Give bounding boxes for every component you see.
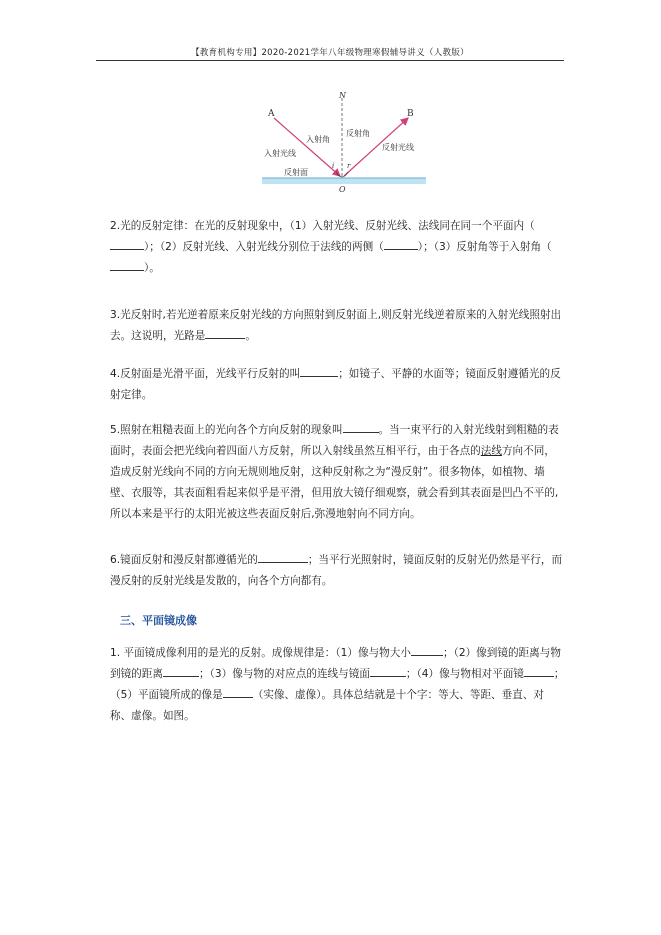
label-a: A <box>268 109 275 119</box>
paragraph-diffuse-reflection: 5.照射在粗糙表面上的光向各个方向反射的现象叫 。当一束平行的入射光线射到粗糙的表面时，表面会把光线向着四面八方反射，所以入射线虽然互相平行，由于各点的法线方向不同，造成反射光线向不同的方向无规则地反射，这种反射称之为“漫反射”。很多物体，如植物、墙壁、衣服等，其表面粗看起来似乎是平滑，但用放大镜仔细观察，就会看到其表面是凹凸不平的,所以本来是平行的太阳光被这些表面反射后,弥漫地射向不同方向。 <box>110 420 565 525</box>
blank-12 <box>223 685 253 698</box>
label-incident-ray: 入射光线 <box>264 149 296 158</box>
label-n: N <box>339 91 346 100</box>
label-o: O <box>339 185 346 194</box>
blank-1 <box>110 237 144 250</box>
paragraph-reflection-law: 2.光的反射定律：在光的反射现象中，（1）入射光线、反射光线、法线同在同一个平面内（）；（2）反射光线、入射光线分别位于法线的两侧（ ）；（3）反射角等于入射角（）。 <box>110 220 552 274</box>
paragraph-reflection-comparison: 6.镜面反射和漫反射都遵循光的 ；当平行光照射时，镜面反射的反射光仍然是平行，而漫反射的反射光线是发散的，向各个方向都有。 <box>110 550 565 592</box>
paragraph-reversible-path: 3.光反射时,若光逆着原来反射光线的方向照射到反射面上,则反射光线逆着原来的入射光线照射出去。这说明，光路是 。 <box>110 309 562 342</box>
blank-9 <box>163 664 199 677</box>
blank-10 <box>370 664 406 677</box>
page-header: 【教育机构专用】2020-2021学年八年级物理寒假辅导讲义（人教版） <box>191 48 469 58</box>
blank-4 <box>205 326 245 339</box>
paragraph-plane-mirror-imaging: 1. 平面镜成像利用的是光的反射。成像规律是：（1）像与物大小 ；（2）像到镜的距离与物到镜的距离 ；（3）像与物的对应点的连线与镜面 ；（4）像与物相对平面镜 ；（5）平面镜所成的像是 （实像、虚像）。具体总结就是十个字：等大、等距、垂直、对称、虚像。如图。 <box>110 643 565 727</box>
paragraph-specular-reflection: 4.反射面是光滑平面，光线平行反射的叫 ；如镜子、平静的水面等；镜面反射遵循光的反射定律。 <box>110 364 565 406</box>
section-title-plane-mirror: 三、平面镜成像 <box>120 614 197 627</box>
blank-8 <box>411 643 443 656</box>
blank-6 <box>343 420 379 433</box>
label-incident-angle: 入射角 <box>306 135 330 144</box>
label-r: r <box>347 162 351 170</box>
blank-2 <box>384 237 418 250</box>
label-reflected-ray: 反射光线 <box>382 143 414 152</box>
blank-11 <box>524 664 554 677</box>
label-reflected-angle: 反射角 <box>346 129 370 138</box>
label-surface: 反射面 <box>284 168 308 177</box>
reflection-diagram <box>258 88 430 194</box>
blank-5 <box>300 364 338 377</box>
blank-3 <box>110 258 144 271</box>
blank-7 <box>258 550 308 563</box>
reflecting-surface-band <box>262 178 426 184</box>
header-rule <box>96 60 564 61</box>
label-i: i <box>332 162 335 170</box>
label-b: B <box>407 109 414 119</box>
